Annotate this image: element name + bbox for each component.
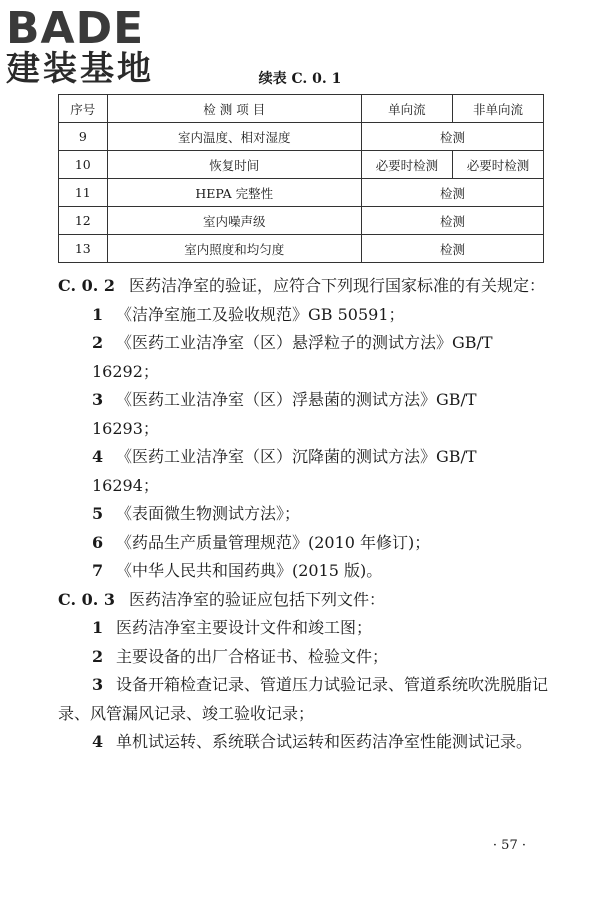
- row-non-one-way-value: 必要时检测: [452, 151, 543, 179]
- clause-text: 医药洁净室的验证，应符合下列现行国家标准的有关规定：: [129, 276, 546, 295]
- list-item: [58, 529, 548, 558]
- list-item: [58, 329, 548, 386]
- item-text: 《中华人民共和国药典》(2015 版)。: [116, 561, 383, 580]
- item-text: 设备开箱检查记录、管道压力试验记录、管道系统吹洗脱脂记录、风管漏风记录、竣工验收记录；: [58, 675, 549, 723]
- row-one-way-value: 必要时检测: [361, 151, 452, 179]
- item-number: 2: [92, 646, 104, 666]
- page-number: · 57 ·: [492, 838, 526, 853]
- item-text: 《医药工业洁净室（区）浮悬菌的测试方法》GB/T 16293；: [92, 390, 477, 438]
- item-number: 3: [92, 390, 104, 409]
- row-no: 13: [59, 235, 108, 263]
- row-item: 室内温度、相对湿度: [107, 123, 361, 151]
- item-text: 医药洁净室主要设计文件和竣工图；: [116, 618, 373, 637]
- header-item: 检 测 项 目: [107, 95, 361, 123]
- table-row: [59, 179, 544, 207]
- row-item: 室内噪声级: [107, 207, 361, 235]
- logo-cjk-text: 建装基地: [6, 49, 154, 89]
- table-header-row: [59, 95, 544, 123]
- table-row: [59, 123, 544, 151]
- test-items-table: [58, 94, 544, 263]
- item-number: 4: [92, 732, 104, 751]
- item-number: 3: [92, 675, 104, 694]
- item-number: 4: [92, 447, 104, 466]
- item-text: 《表面微生物测试方法》；: [116, 504, 301, 523]
- item-number: 5: [92, 504, 104, 523]
- list-item: [58, 671, 548, 728]
- row-no: 11: [59, 179, 108, 207]
- table-row: [59, 207, 544, 235]
- clause-c02: [58, 272, 548, 301]
- list-item: [58, 728, 548, 757]
- item-text: 《医药工业洁净室（区）沉降菌的测试方法》GB/T 16294；: [92, 447, 477, 495]
- row-no: 12: [59, 207, 108, 235]
- logo-latin-text: BADE: [6, 3, 145, 54]
- list-item: [58, 500, 548, 529]
- clause-text: 医药洁净室的验证应包括下列文件：: [129, 589, 386, 609]
- clause-number: C. 0. 3: [58, 589, 115, 609]
- table-row: [59, 151, 544, 179]
- item-number: 6: [92, 532, 104, 552]
- item-text: 《医药工业洁净室（区）悬浮粒子的测试方法》GB/T 16292；: [92, 333, 493, 381]
- header-one-way: 单向流: [361, 95, 452, 123]
- clause-c03: [58, 586, 548, 615]
- row-item: 恢复时间: [107, 151, 361, 179]
- row-no: 9: [59, 123, 108, 151]
- row-item: HEPA 完整性: [107, 179, 361, 207]
- list-item: [58, 643, 548, 672]
- header-no: 序号: [59, 95, 108, 123]
- list-item: [58, 443, 548, 500]
- list-item: [58, 301, 548, 330]
- item-number: 2: [92, 333, 104, 352]
- row-no: 10: [59, 151, 108, 179]
- clause-number: C. 0. 2: [58, 276, 115, 295]
- item-number: 7: [92, 561, 104, 580]
- table-title: 续表 C. 0. 1: [258, 71, 342, 87]
- row-merged-value: 检测: [361, 123, 543, 151]
- item-text: 《洁净室施工及验收规范》GB 50591；: [116, 304, 405, 324]
- item-text: 《药品生产质量管理规范》(2010 年修订)；: [116, 532, 431, 552]
- item-number: 1: [92, 618, 104, 637]
- row-item: 室内照度和均匀度: [107, 235, 361, 263]
- row-merged-value: 检测: [361, 207, 543, 235]
- table-row: [59, 235, 544, 263]
- item-text: 主要设备的出厂合格证书、检验文件；: [116, 646, 389, 666]
- list-item: [58, 614, 548, 643]
- list-item: [58, 386, 548, 443]
- document-body: [58, 272, 548, 757]
- header-non-one-way: 非单向流: [452, 95, 543, 123]
- list-item: [58, 557, 548, 586]
- item-number: 1: [92, 304, 104, 324]
- item-text: 单机试运转、系统联合试运转和医药洁净室性能测试记录。: [116, 732, 533, 751]
- row-merged-value: 检测: [361, 179, 543, 207]
- row-merged-value: 检测: [361, 235, 543, 263]
